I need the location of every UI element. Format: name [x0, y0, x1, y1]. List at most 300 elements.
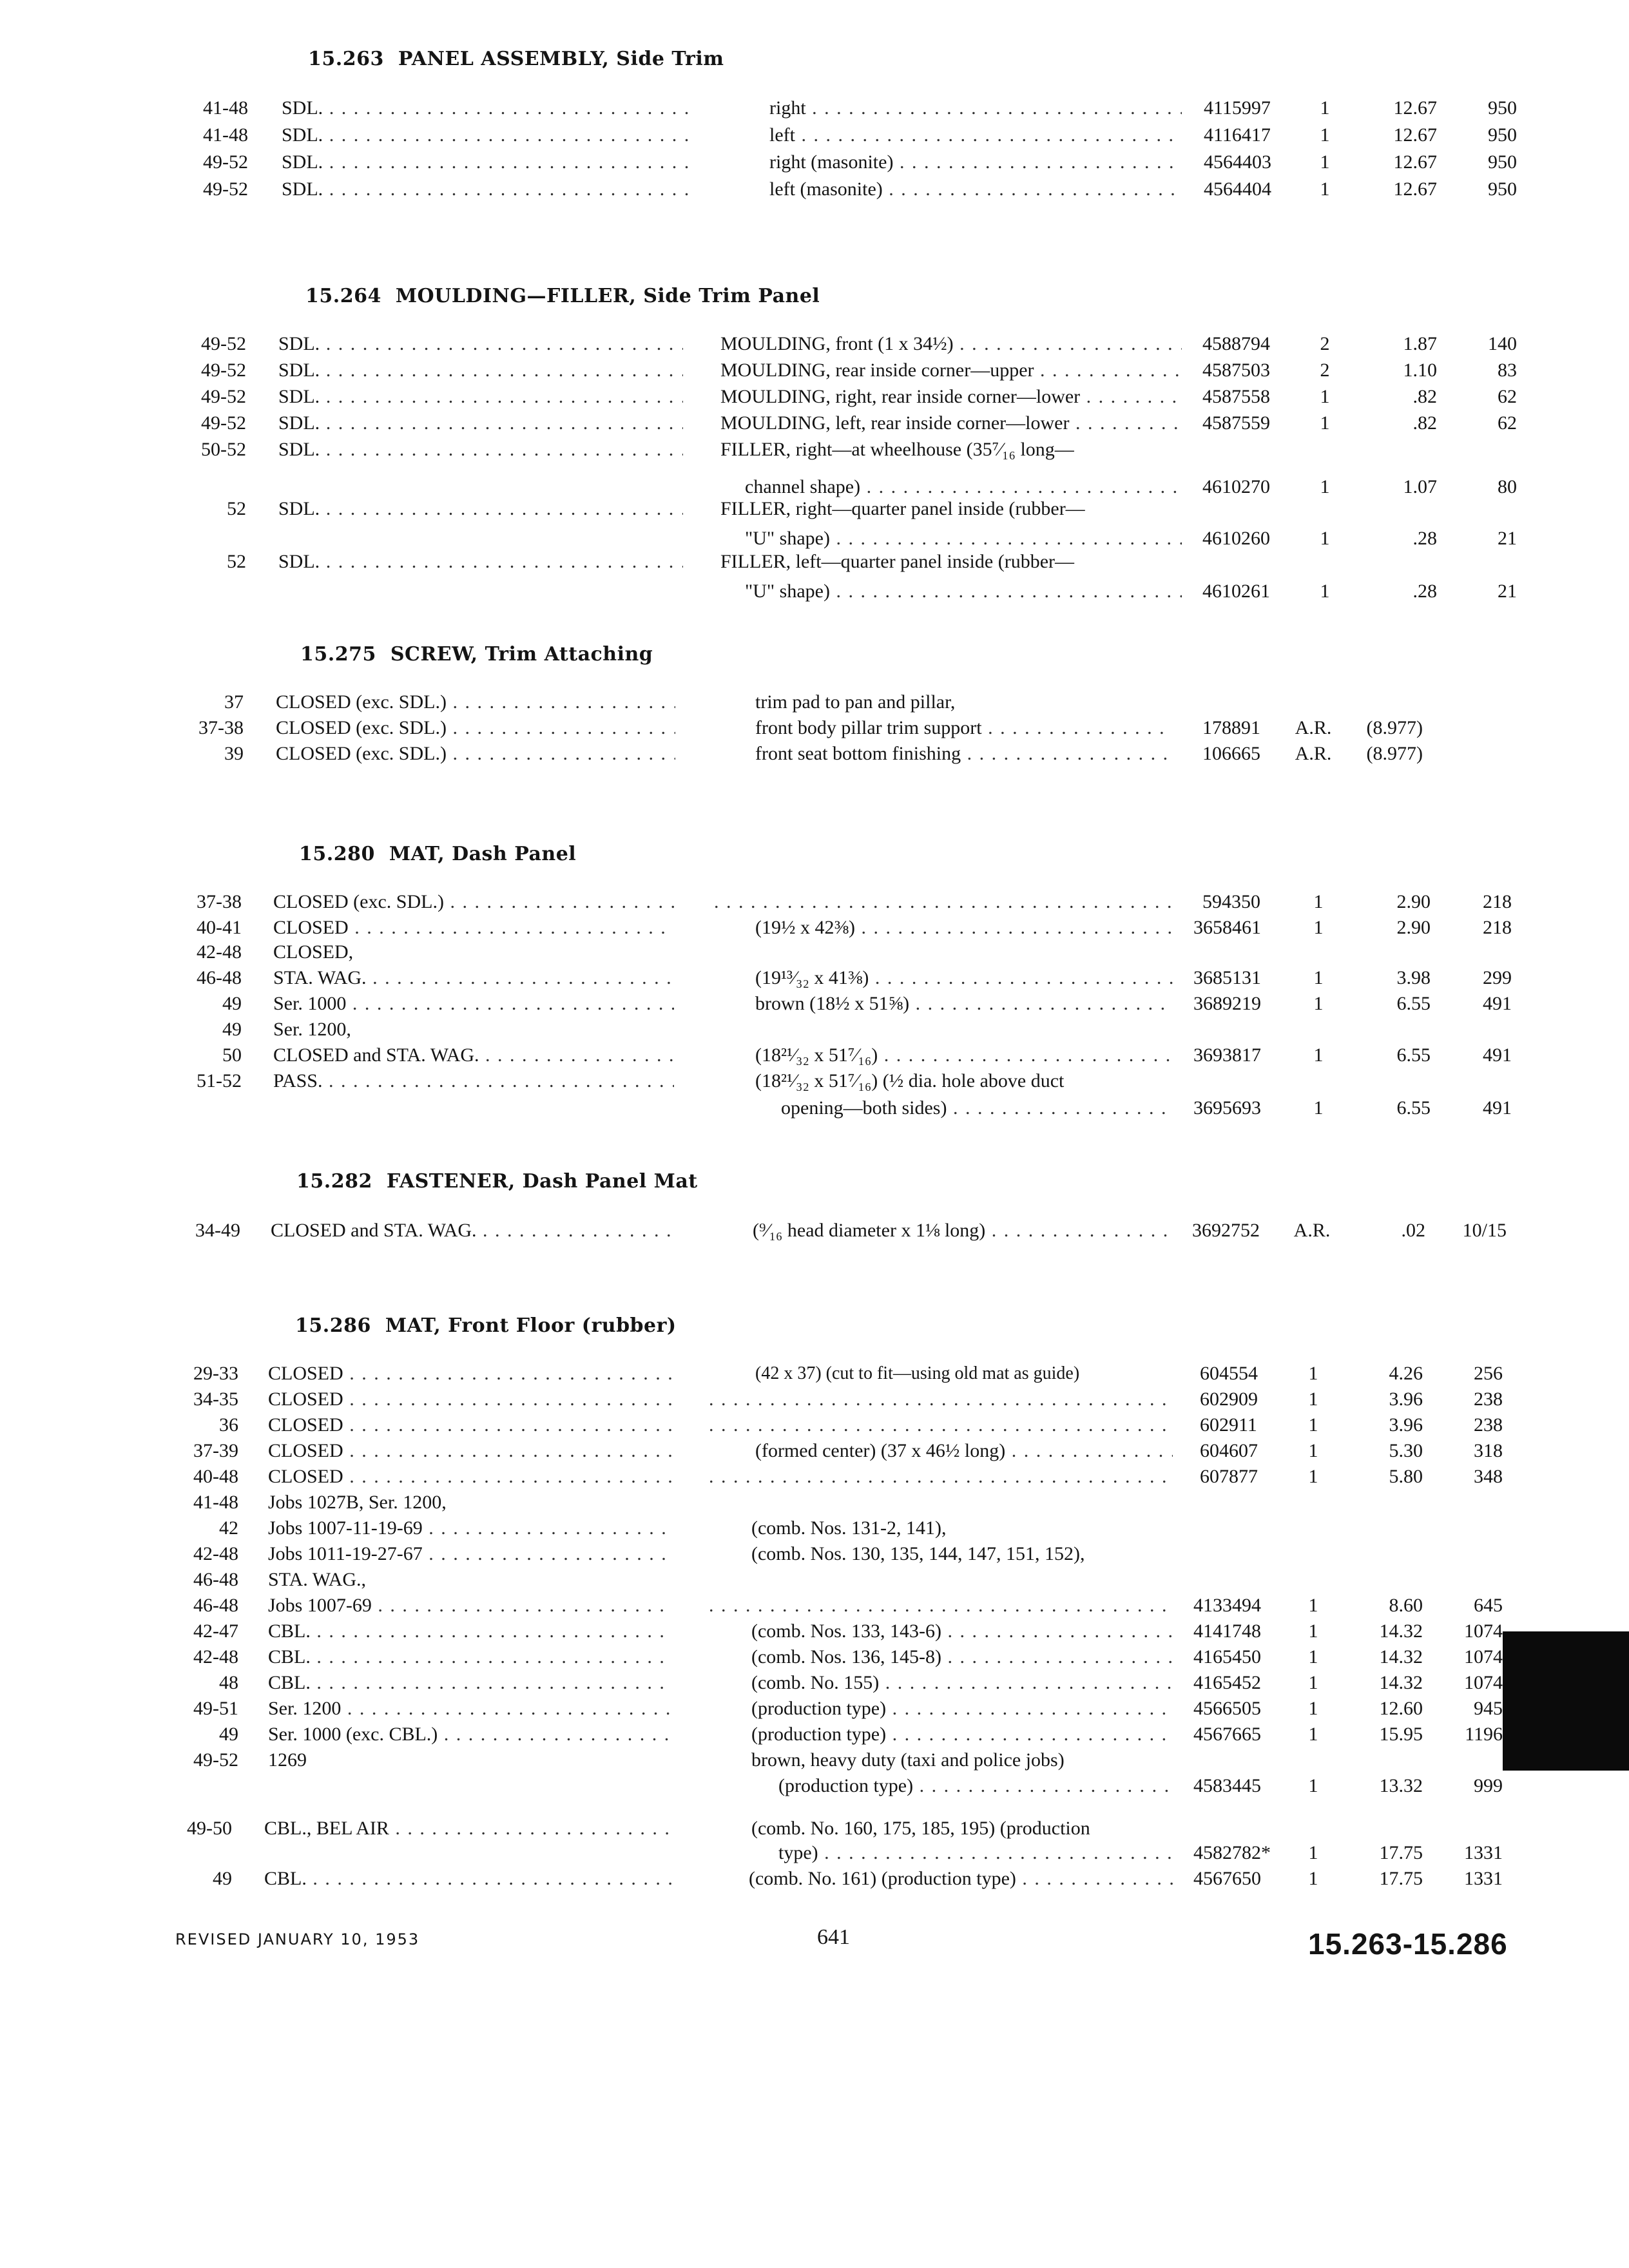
description-cell: (comb. Nos. 133, 143-6) . . .: [751, 1619, 1173, 1644]
quantity-cell: 1: [1308, 1672, 1318, 1693]
model-cell: SDL. . . .: [278, 496, 683, 522]
section-header: [295, 1314, 677, 1337]
code-cell: 80: [1498, 476, 1517, 497]
price-cell: .82: [1412, 412, 1437, 434]
price-cell: 3.96: [1389, 1414, 1423, 1436]
code-cell: 1331: [1464, 1842, 1503, 1863]
table-row: [0, 1043, 1629, 1068]
part-number-cell: 3693817: [1193, 1044, 1261, 1066]
code-cell: 21: [1498, 581, 1517, 602]
quantity-cell: 1: [1308, 1698, 1318, 1719]
model-cell: CLOSED (exc. SDL.) . . .: [273, 889, 674, 915]
years-cell: 40-48: [193, 1466, 238, 1487]
price-cell: 5.80: [1389, 1466, 1423, 1487]
years-cell: 49: [222, 993, 242, 1014]
quantity-cell: 1: [1313, 891, 1324, 912]
code-cell: 140: [1488, 333, 1517, 354]
model-cell: STA. WAG.,: [268, 1569, 367, 1590]
description-cell: (production type) . . .: [751, 1696, 1173, 1722]
years-cell: 42-48: [193, 1543, 238, 1564]
model-cell: STA. WAG. . . .: [273, 965, 674, 991]
description-cell: left . . .: [769, 122, 1182, 148]
price-cell: .82: [1412, 386, 1437, 407]
model-cell: Ser. 1000 (exc. CBL.) . . .: [268, 1722, 671, 1747]
quantity-cell: 1: [1320, 528, 1330, 549]
section-number: 15.286: [295, 1314, 371, 1337]
price-cell: 5.30: [1389, 1440, 1423, 1461]
table-row: [0, 331, 1629, 357]
part-number-cell: 4610260: [1202, 528, 1270, 549]
years-cell: 49-51: [193, 1698, 238, 1719]
section-title: SCREW, Trim Attaching: [390, 643, 653, 666]
model-cell: CLOSED,: [273, 941, 354, 963]
years-cell: 52: [227, 498, 246, 519]
model-cell: SDL. . . .: [278, 358, 683, 383]
part-number-cell: 4564403: [1204, 151, 1271, 173]
code-cell: 238: [1474, 1389, 1503, 1410]
description-cell: opening—both sides) . . .: [781, 1095, 1173, 1121]
description-cell: [709, 1464, 1173, 1490]
thumb-index-tab: [1503, 1631, 1629, 1771]
code-cell: 1074: [1464, 1672, 1503, 1693]
price-cell: 12.67: [1393, 124, 1437, 146]
code-cell: 218: [1483, 917, 1512, 938]
years-cell: 48: [219, 1672, 238, 1693]
model-cell: CBL. . . .: [268, 1670, 671, 1696]
table-row: [0, 1541, 1629, 1567]
model-cell: Jobs 1007-11-19-69 . . .: [268, 1515, 671, 1541]
part-number-cell: 4610270: [1202, 476, 1270, 497]
code-cell: 645: [1474, 1595, 1503, 1616]
quantity-cell: 1: [1313, 1044, 1324, 1066]
table-row: [0, 1068, 1629, 1094]
table-row: [0, 496, 1629, 522]
quantity-cell: 1: [1313, 917, 1324, 938]
description-cell: [709, 1412, 1173, 1438]
model-cell: CLOSED (exc. SDL.) . . .: [276, 715, 675, 741]
description-cell: FILLER, right—at wheelhouse (35⁷⁄₁₆ long—: [720, 439, 1074, 460]
part-number-cell: 106665: [1202, 743, 1260, 764]
model-cell: SDL. . . .: [278, 331, 683, 357]
model-cell: PASS. . . .: [273, 1068, 674, 1094]
price-cell: (8.977): [1366, 717, 1423, 738]
code-cell: 62: [1498, 412, 1517, 434]
code-cell: 256: [1474, 1363, 1503, 1384]
code-cell: 1331: [1464, 1868, 1503, 1889]
price-cell: 4.26: [1389, 1363, 1423, 1384]
description-cell: (comb. Nos. 130, 135, 144, 147, 151, 152),: [751, 1543, 1085, 1564]
table-row: [0, 526, 1629, 552]
table-row: [0, 689, 1629, 715]
table-row: [0, 1670, 1629, 1696]
model-cell: CLOSED and STA. WAG. . . .: [271, 1218, 673, 1244]
years-cell: 49-52: [201, 333, 246, 354]
quantity-cell: 1: [1320, 476, 1330, 497]
code-cell: 62: [1498, 386, 1517, 407]
price-cell: .28: [1412, 581, 1437, 602]
years-cell: 49: [219, 1724, 238, 1745]
years-cell: 49-52: [201, 412, 246, 434]
part-number-cell: 3689219: [1193, 993, 1261, 1014]
years-cell: 50-52: [201, 439, 246, 460]
price-cell: .28: [1412, 528, 1437, 549]
price-cell: 14.32: [1379, 1672, 1423, 1693]
table-row: [0, 1515, 1629, 1541]
part-number-cell: 4610261: [1202, 581, 1270, 602]
code-cell: 491: [1483, 1097, 1512, 1119]
table-row: [0, 437, 1629, 463]
table-row: [0, 1017, 1629, 1043]
part-number-cell: 3695693: [1193, 1097, 1261, 1119]
revision-date: REVISED JANUARY 10, 1953: [175, 1930, 420, 1948]
quantity-cell: 1: [1308, 1620, 1318, 1642]
table-row: [0, 1619, 1629, 1644]
quantity-cell: 1: [1313, 967, 1324, 988]
table-row: [0, 939, 1629, 965]
model-cell: SDL. . . .: [278, 437, 683, 463]
table-row: [0, 1722, 1629, 1747]
model-cell: Jobs 1027B, Ser. 1200,: [268, 1492, 447, 1513]
years-cell: 51-52: [197, 1070, 242, 1091]
years-cell: 39: [224, 743, 244, 764]
quantity-cell: 1: [1313, 1097, 1324, 1119]
table-row: [0, 1464, 1629, 1490]
model-cell: CLOSED . . .: [268, 1412, 671, 1438]
description-cell: (comb. Nos. 131-2, 141),: [751, 1517, 947, 1539]
part-number-cell: 3692752: [1192, 1220, 1260, 1241]
part-number-cell: 4583445: [1193, 1775, 1261, 1796]
table-row: [0, 149, 1629, 175]
section-header: [299, 843, 576, 865]
quantity-cell: 1: [1308, 1842, 1318, 1863]
part-number-cell: 3658461: [1193, 917, 1261, 938]
quantity-cell: A.R.: [1295, 743, 1332, 764]
code-cell: 1074: [1464, 1620, 1503, 1642]
model-cell: Ser. 1200,: [273, 1019, 351, 1040]
years-cell: 37: [224, 691, 244, 713]
description-cell: FILLER, right—quarter panel inside (rubber—: [720, 498, 1085, 519]
quantity-cell: 1: [1308, 1595, 1318, 1616]
quantity-cell: 1: [1308, 1775, 1318, 1796]
table-row: [0, 579, 1629, 604]
table-row: [0, 715, 1629, 741]
price-cell: 3.98: [1396, 967, 1431, 988]
part-number-cell: 4587503: [1202, 360, 1270, 381]
quantity-cell: 2: [1320, 333, 1330, 354]
description-cell: FILLER, left—quarter panel inside (rubber—: [720, 551, 1074, 572]
table-row: [0, 410, 1629, 436]
description-cell: trim pad to pan and pillar,: [755, 691, 956, 713]
description-cell: MOULDING, right, rear inside corner—lower . . .: [720, 384, 1182, 410]
table-row: [0, 177, 1629, 202]
price-cell: (8.977): [1366, 743, 1423, 764]
description-cell: (comb. No. 160, 175, 185, 195) (production: [751, 1818, 1090, 1839]
part-number-cell: 604554: [1200, 1363, 1258, 1384]
years-cell: 36: [219, 1414, 238, 1436]
part-number-cell: 4566505: [1193, 1698, 1261, 1719]
table-row: [0, 1816, 1629, 1841]
section-title: MAT, Dash Panel: [389, 843, 577, 865]
description-cell: (production type) . . .: [751, 1722, 1173, 1747]
price-cell: 8.60: [1389, 1595, 1423, 1616]
section-number: 15.264: [305, 285, 381, 307]
price-cell: 12.67: [1393, 151, 1437, 173]
description-cell: type) . . .: [778, 1840, 1173, 1866]
description-cell: (18²¹⁄₃₂ x 51⁷⁄₁₆) . . .: [755, 1043, 1173, 1068]
price-cell: 12.60: [1379, 1698, 1423, 1719]
table-row: [0, 1361, 1629, 1387]
description-cell: [714, 889, 1173, 915]
quantity-cell: 1: [1320, 124, 1330, 146]
years-cell: 50: [222, 1044, 242, 1066]
code-cell: 999: [1474, 1775, 1503, 1796]
years-cell: 34-49: [195, 1220, 240, 1241]
part-number-cell: 4115997: [1204, 97, 1271, 119]
description-cell: [709, 1387, 1173, 1412]
section-title: PANEL ASSEMBLY, Side Trim: [398, 48, 724, 70]
price-cell: 2.90: [1396, 917, 1431, 938]
description-cell: right . . .: [769, 95, 1182, 121]
description-cell: front seat bottom finishing . . .: [755, 741, 1173, 767]
table-row: [0, 1840, 1629, 1866]
part-number-cell: 607877: [1200, 1466, 1258, 1487]
code-cell: 348: [1474, 1466, 1503, 1487]
part-number-cell: 602911: [1200, 1414, 1257, 1436]
description-cell: (18²¹⁄₃₂ x 51⁷⁄₁₆) (½ dia. hole above duct: [755, 1070, 1065, 1091]
description-cell: (formed center) (37 x 46½ long) . . .: [755, 1438, 1173, 1464]
table-row: [0, 1567, 1629, 1593]
years-cell: 49-52: [201, 386, 246, 407]
part-number-cell: 602909: [1200, 1389, 1258, 1410]
years-cell: 40-41: [197, 917, 242, 938]
model-cell: CLOSED . . .: [268, 1361, 671, 1387]
quantity-cell: 2: [1320, 360, 1330, 381]
description-cell: (⁹⁄₁₆ head diameter x 1⅛ long) . . .: [753, 1218, 1173, 1244]
part-number-cell: 594350: [1202, 891, 1260, 912]
description-cell: front body pillar trim support . . .: [755, 715, 1173, 741]
section-header: [296, 1170, 698, 1193]
description-cell: (comb. No. 161) (production type) . . .: [749, 1866, 1173, 1892]
price-cell: 14.32: [1379, 1646, 1423, 1667]
model-cell: SDL. . . .: [282, 95, 694, 121]
table-row: [0, 1218, 1629, 1244]
years-cell: 42: [219, 1517, 238, 1539]
price-cell: 6.55: [1396, 1097, 1431, 1119]
code-cell: 1074: [1464, 1646, 1503, 1667]
code-cell: 238: [1474, 1414, 1503, 1436]
description-cell: MOULDING, front (1 x 34½) . . .: [720, 331, 1182, 357]
years-cell: 42-48: [193, 1646, 238, 1667]
years-cell: 37-38: [197, 891, 242, 912]
price-cell: 6.55: [1396, 1044, 1431, 1066]
section-number: 15.282: [296, 1170, 372, 1193]
years-cell: 49-52: [193, 1749, 238, 1771]
description-cell: (production type) . . .: [778, 1773, 1173, 1799]
quantity-cell: 1: [1320, 412, 1330, 434]
quantity-cell: A.R.: [1293, 1220, 1331, 1241]
price-cell: 2.90: [1396, 891, 1431, 912]
quantity-cell: 1: [1308, 1389, 1318, 1410]
part-number-cell: 4582782*: [1193, 1842, 1271, 1863]
table-row: [0, 1387, 1629, 1412]
part-number-cell: 4588794: [1202, 333, 1270, 354]
model-cell: CLOSED (exc. SDL.) . . .: [276, 689, 675, 715]
quantity-cell: 1: [1320, 97, 1330, 119]
quantity-cell: 1: [1308, 1646, 1318, 1667]
section-title: MAT, Front Floor (rubber): [385, 1314, 677, 1337]
quantity-cell: 1: [1320, 151, 1330, 173]
table-row: [0, 1593, 1629, 1619]
table-row: [0, 965, 1629, 991]
table-row: [0, 122, 1629, 148]
quantity-cell: A.R.: [1295, 717, 1332, 738]
part-number-cell: 4587558: [1202, 386, 1270, 407]
section-title: MOULDING—FILLER, Side Trim Panel: [395, 285, 820, 307]
years-cell: 49: [213, 1868, 232, 1889]
code-cell: 950: [1488, 97, 1517, 119]
code-cell: 218: [1483, 891, 1512, 912]
quantity-cell: 1: [1313, 993, 1324, 1014]
table-row: [0, 358, 1629, 383]
code-cell: 950: [1488, 178, 1517, 200]
price-cell: 1.07: [1403, 476, 1437, 497]
section-number: 15.275: [300, 643, 376, 666]
model-cell: SDL. . . .: [282, 177, 694, 202]
years-cell: 46-48: [193, 1569, 238, 1590]
table-row: [0, 741, 1629, 767]
quantity-cell: 1: [1308, 1868, 1318, 1889]
table-row: [0, 95, 1629, 121]
description-cell: channel shape) . . .: [745, 474, 1182, 500]
table-row: [0, 549, 1629, 575]
description-cell: right (masonite) . . .: [769, 149, 1182, 175]
section-header: [305, 285, 820, 307]
description-cell: (comb. Nos. 136, 145-8) . . .: [751, 1644, 1173, 1670]
model-cell: CBL. . . .: [268, 1644, 671, 1670]
part-number-cell: 4165450: [1193, 1646, 1261, 1667]
part-number-cell: 4141748: [1193, 1620, 1261, 1642]
years-cell: 49: [222, 1019, 242, 1040]
table-row: [0, 1438, 1629, 1464]
table-row: [0, 991, 1629, 1017]
price-cell: 17.75: [1379, 1842, 1423, 1863]
table-row: [0, 1773, 1629, 1799]
model-cell: CBL., BEL AIR . . .: [264, 1816, 671, 1841]
table-row: [0, 1747, 1629, 1773]
model-cell: SDL. . . .: [278, 410, 683, 436]
table-row: [0, 1490, 1629, 1515]
table-row: [0, 1866, 1629, 1892]
model-cell: CBL. . . .: [268, 1619, 671, 1644]
table-row: [0, 384, 1629, 410]
description-cell: (comb. No. 155) . . .: [751, 1670, 1173, 1696]
model-cell: SDL. . . .: [278, 549, 683, 575]
model-cell: Ser. 1000 . . .: [273, 991, 674, 1017]
section-header: [308, 48, 724, 70]
section-number: 15.280: [299, 843, 375, 865]
code-cell: 83: [1498, 360, 1517, 381]
code-cell: 10/15: [1462, 1220, 1507, 1241]
years-cell: 46-48: [197, 967, 242, 988]
quantity-cell: 1: [1308, 1466, 1318, 1487]
years-cell: 41-48: [203, 124, 248, 146]
model-cell: CBL. . . .: [264, 1866, 671, 1892]
part-number-cell: 4564404: [1204, 178, 1271, 200]
code-cell: 299: [1483, 967, 1512, 988]
model-cell: CLOSED . . .: [268, 1464, 671, 1490]
price-cell: 1.87: [1403, 333, 1437, 354]
quantity-cell: 1: [1320, 178, 1330, 200]
description-cell: [709, 1593, 1173, 1619]
price-cell: 15.95: [1379, 1724, 1423, 1745]
code-cell: 950: [1488, 124, 1517, 146]
years-cell: 29-33: [193, 1363, 238, 1384]
part-number-cell: 4567665: [1193, 1724, 1261, 1745]
section-header: [300, 643, 653, 666]
section-range: 15.263-15.286: [1308, 1927, 1508, 1961]
model-cell: Ser. 1200 . . .: [268, 1696, 671, 1722]
description-cell: (42 x 37) (cut to fit—using old mat as guide): [755, 1363, 1080, 1383]
price-cell: 12.67: [1393, 178, 1437, 200]
part-number-cell: 4116417: [1204, 124, 1271, 146]
model-cell: CLOSED . . .: [268, 1438, 671, 1464]
section-title: FASTENER, Dash Panel Mat: [386, 1170, 698, 1193]
code-cell: 950: [1488, 151, 1517, 173]
table-row: [0, 1412, 1629, 1438]
price-cell: 17.75: [1379, 1868, 1423, 1889]
table-row: [0, 1644, 1629, 1670]
quantity-cell: 1: [1308, 1414, 1318, 1436]
years-cell: 42-47: [193, 1620, 238, 1642]
years-cell: 37-39: [193, 1440, 238, 1461]
years-cell: 52: [227, 551, 246, 572]
part-number-cell: 4587559: [1202, 412, 1270, 434]
price-cell: 3.96: [1389, 1389, 1423, 1410]
page-number: 641: [817, 1925, 850, 1949]
years-cell: 49-52: [203, 178, 248, 200]
years-cell: 34-35: [193, 1389, 238, 1410]
model-cell: SDL. . . .: [282, 149, 694, 175]
code-cell: 318: [1474, 1440, 1503, 1461]
model-cell: CLOSED . . .: [273, 915, 674, 941]
price-cell: 12.67: [1393, 97, 1437, 119]
table-row: [0, 889, 1629, 915]
code-cell: 945: [1474, 1698, 1503, 1719]
part-number-cell: 4165452: [1193, 1672, 1261, 1693]
quantity-cell: 1: [1320, 581, 1330, 602]
table-row: [0, 1095, 1629, 1121]
table-row: [0, 1696, 1629, 1722]
description-cell: "U" shape) . . .: [745, 579, 1182, 604]
years-cell: 41-48: [193, 1492, 238, 1513]
code-cell: 491: [1483, 1044, 1512, 1066]
description-cell: left (masonite) . . .: [769, 177, 1182, 202]
part-number-cell: 178891: [1202, 717, 1260, 738]
years-cell: 46-48: [193, 1595, 238, 1616]
price-cell: 13.32: [1379, 1775, 1423, 1796]
description-cell: "U" shape) . . .: [745, 526, 1182, 552]
model-cell: SDL. . . .: [282, 122, 694, 148]
years-cell: 37-38: [198, 717, 244, 738]
description-cell: (19½ x 42⅜) . . .: [755, 915, 1173, 941]
years-cell: 49-52: [201, 360, 246, 381]
quantity-cell: 1: [1308, 1724, 1318, 1745]
code-cell: 1196: [1465, 1724, 1503, 1745]
price-cell: 6.55: [1396, 993, 1431, 1014]
model-cell: CLOSED . . .: [268, 1387, 671, 1412]
price-cell: 1.10: [1403, 360, 1437, 381]
model-cell: Jobs 1007-69 . . .: [268, 1593, 671, 1619]
